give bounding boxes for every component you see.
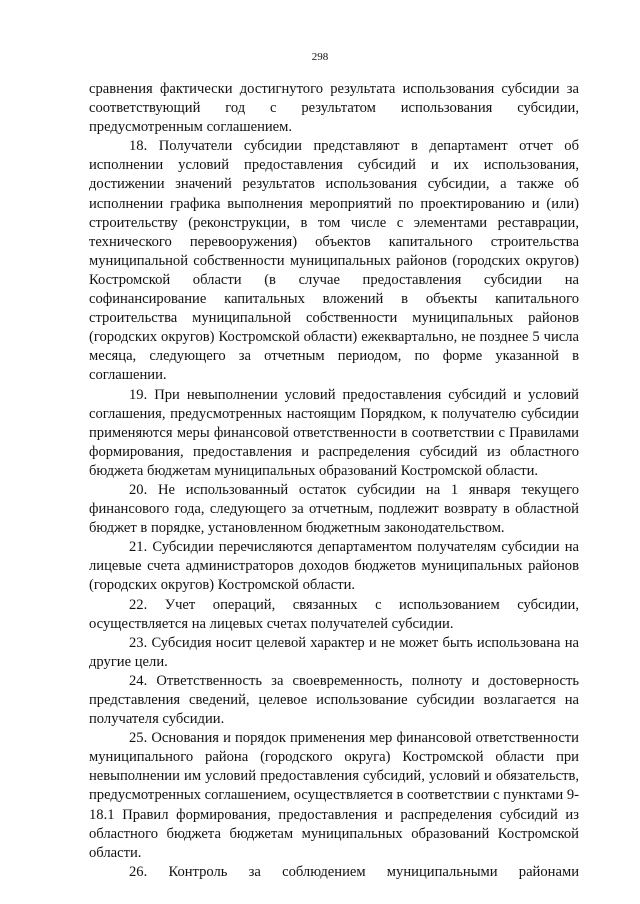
- paragraph-26: 26. Контроль за соблюдением муниципальными районами: [129, 863, 579, 880]
- paragraph-continuation: сравнения фактически достигнутого результата использования субсидии за соответствующий год с результатом использования субсидии, предусмотренным соглашением.: [89, 81, 579, 136]
- paragraph-25: 25. Основания и порядок применения мер финансовой ответственности муниципального района (городского округа) Костромской области при невыполнении им условий предоставления субсидий, условий и обязательств, предусмотренных соглашением, осуществляется в соответствии с пунктами 9-18.1 Правил формирования, предоставления и распределения субсидий из областного бюджета бюджетам муниципальных образований Костромской области.: [89, 730, 579, 861]
- paragraph-18: 18. Получатели субсидии представляют в департамент отчет об исполнении условий предоставления субсидий и их использования, достижении значений результатов использования субсидии, а также об исполнении графика выполнения мероприятий по проектированию и (или) строительству (реконструкции, в том числе с элементами реставрации, технического перевооружения) объектов капитального строительства муниципальной собственности муниципальных районов (городских округов) Костромской области (в случае предоставления субсидии на софинансирование капитальных вложений в объекты капитального строительства муниципальной собственности муниципальных районов (городских округов) Костромской области) ежеквартально, не позднее 5 числа месяца, следующего за отчетным периодом, по форме указанной в соглашении.: [89, 138, 579, 384]
- paragraph-22: 22. Учет операций, связанных с использованием субсидии, осуществляется на лицевых счетах получателей субсидии.: [89, 596, 579, 632]
- paragraph-19: 19. При невыполнении условий предоставления субсидий и условий соглашения, предусмотренных настоящим Порядком, к получателю субсидии применяются меры финансовой ответственности в соответствии с Правилами формирования, предоставления и распределения субсидий из областного бюджета бюджетам муниципальных образований Костромской области.: [89, 386, 579, 479]
- paragraph-23: 23. Субсидия носит целевой характер и не может быть использована на другие цели.: [89, 634, 579, 670]
- paragraph-21: 21. Субсидии перечисляются департаментом получателям субсидии на лицевые счета администраторов доходов бюджетов муниципальных районов (городских округов) Костромской области.: [89, 539, 579, 594]
- page-number: 298: [311, 51, 329, 63]
- paragraph-24: 24. Ответственность за своевременность, полноту и достоверность представления сведений, целевое использование субсидии возлагается на получателя субсидии.: [89, 672, 579, 728]
- paragraph-20: 20. Не использованный остаток субсидии на 1 января текущего финансового года, следующего за отчетным, подлежит возврату в областной бюджет в порядке, установленном бюджетным законодательством.: [89, 481, 579, 537]
- document-body: [89, 80, 579, 882]
